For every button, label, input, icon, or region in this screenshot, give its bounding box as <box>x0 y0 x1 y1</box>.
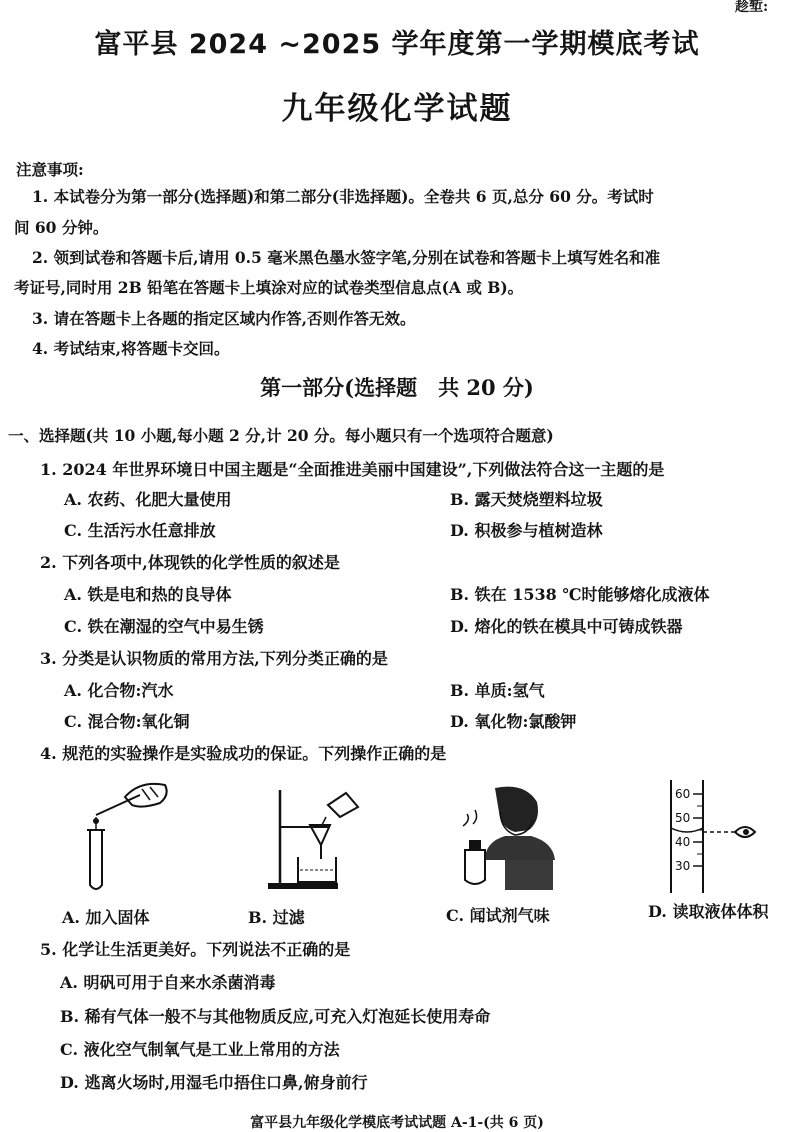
question-5-option-a: A. 明矾可用于自来水杀菌消毒 <box>60 973 276 992</box>
question-1-option-c: C. 生活污水任意排放 <box>64 521 216 540</box>
question-3-option-b: B. 单质:氢气 <box>450 681 545 700</box>
question-2-option-d: D. 熔化的铁在模具中可铸成铁器 <box>450 617 683 636</box>
figure-caption-c: C. 闻试剂气味 <box>446 906 550 925</box>
notes-line: 间 60 分钟。 <box>14 218 109 237</box>
question-3-option-a: A. 化合物:汽水 <box>64 681 174 700</box>
figure-smell-reagent <box>445 780 565 895</box>
question-3-stem: 3. 分类是认识物质的常用方法,下列分类正确的是 <box>40 649 388 668</box>
part1-heading: 第一部分(选择题 共 20 分) <box>260 375 534 400</box>
question-2-option-c: C. 铁在潮湿的空气中易生锈 <box>64 617 264 636</box>
corner-text: 趁堑: <box>735 0 769 15</box>
question-5-option-b: B. 稀有气体一般不与其他物质反应,可充入灯泡延长使用寿命 <box>60 1007 491 1026</box>
question-2-option-b: B. 铁在 1538 ℃时能够熔化成液体 <box>450 585 710 604</box>
figure-caption-b: B. 过滤 <box>248 908 305 927</box>
question-4-stem: 4. 规范的实验操作是实验成功的保证。下列操作正确的是 <box>40 744 447 763</box>
section-heading: 一、选择题(共 10 小题,每小题 2 分,计 20 分。每小题只有一个选项符合题意) <box>8 426 554 445</box>
figure-filtration <box>258 785 368 895</box>
question-1-option-a: A. 农药、化肥大量使用 <box>64 490 232 509</box>
question-5-option-c: C. 液化空气制氧气是工业上常用的方法 <box>60 1040 340 1059</box>
exam-title: 富平县 2024 ~2025 学年度第一学期模底考试 <box>94 29 700 60</box>
cylinder-tick-label: 30 <box>675 859 691 873</box>
notes-line: 考证号,同时用 2B 铅笔在答题卡上填涂对应的试卷类型信息点(A 或 B)。 <box>14 278 524 297</box>
notes-heading: 注意事项: <box>16 160 84 179</box>
question-3-option-c: C. 混合物:氧化铜 <box>64 712 190 731</box>
question-1-option-d: D. 积极参与植树造林 <box>450 521 603 540</box>
figure-caption-a: A. 加入固体 <box>62 908 150 927</box>
cylinder-tick-label: 50 <box>675 811 691 825</box>
figure-read-volume <box>655 778 765 898</box>
cylinder-tick-label: 60 <box>675 787 691 801</box>
question-1-stem: 1. 2024 年世界环境日中国主题是“全面推进美丽中国建设”,下列做法符合这一主题的是 <box>40 460 665 479</box>
notes-line: 1. 本试卷分为第一部分(选择题)和第二部分(非选择题)。全卷共 6 页,总分 60 分。考试时 <box>32 187 654 206</box>
notes-line: 3. 请在答题卡上各题的指定区域内作答,否则作答无效。 <box>32 309 416 328</box>
question-3-option-d: D. 氧化物:氯酸钾 <box>450 712 577 731</box>
exam-subtitle: 九年级化学试题 <box>281 91 513 127</box>
notes-line: 4. 考试结束,将答题卡交回。 <box>32 339 230 358</box>
question-1-option-b: B. 露天焚烧塑料垃圾 <box>450 490 603 509</box>
page-footer: 富平县九年级化学模底考试试题 A-1-(共 6 页) <box>250 1115 544 1131</box>
notes-line: 2. 领到试卷和答题卡后,请用 0.5 毫米黑色墨水签字笔,分别在试卷和答题卡上填写姓名和准 <box>32 248 661 267</box>
question-5-option-d: D. 逃离火场时,用湿毛巾捂住口鼻,俯身前行 <box>60 1073 368 1092</box>
question-2-stem: 2. 下列各项中,体现铁的化学性质的叙述是 <box>40 553 340 572</box>
question-2-option-a: A. 铁是电和热的良导体 <box>64 585 232 604</box>
question-5-stem: 5. 化学让生活更美好。下列说法不正确的是 <box>40 940 351 959</box>
figure-add-solid <box>70 775 180 895</box>
figure-caption-d: D. 读取液体体积 <box>648 902 769 921</box>
cylinder-tick-label: 40 <box>675 835 691 849</box>
